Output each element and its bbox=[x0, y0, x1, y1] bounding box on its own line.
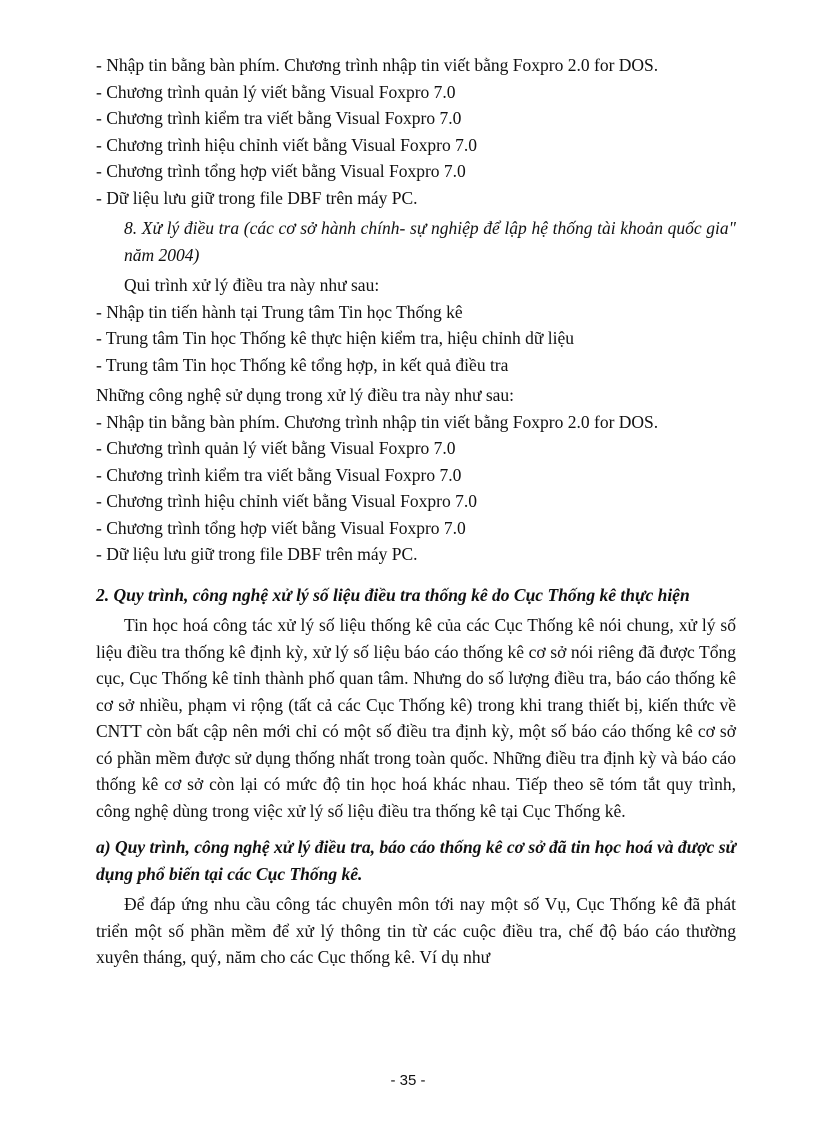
list-item: - Nhập tin bằng bàn phím. Chương trình nhập tin viết bằng Foxpro 2.0 for DOS. bbox=[96, 411, 659, 432]
list-item: - Dữ liệu lưu giữ trong file DBF trên máy PC. bbox=[96, 544, 418, 564]
section-2-heading: 2. Quy trình, công nghệ xử lý số liệu điều tra thống kê do Cục Thống kê thực hiện bbox=[96, 584, 690, 605]
item-8-heading: 8. Xử lý điều tra (các cơ sở hành chính- sự nghiệp để lập hệ thống tài khoản quốc gia" năm 2004) bbox=[124, 218, 736, 265]
list-item: - Chương trình tổng hợp viết bằng Visual Foxpro 7.0 bbox=[96, 161, 466, 181]
list-item: - Dữ liệu lưu giữ trong file DBF trên máy PC. bbox=[96, 187, 418, 208]
list-item: - Nhập tin bằng bàn phím. Chương trình nhập tin viết bằng Foxpro 2.0 for DOS. bbox=[96, 55, 659, 75]
list-item: - Nhập tin tiến hành tại Trung tâm Tin học Thống kê bbox=[96, 301, 463, 322]
list-item: - Chương trình hiệu chỉnh viết bằng Visual Foxpro 7.0 bbox=[96, 134, 477, 155]
list-item: - Chương trình kiểm tra viết bằng Visual Foxpro 7.0 bbox=[96, 464, 462, 485]
section-2-paragraph: Tin học hoá công tác xử lý số liệu thống kê của các Cục Thống kê nói chung, xử lý số liệu điều tra thống kê định kỳ, xử lý số liệu báo cáo thống kê cơ sở nói riêng đã được Tổng cục, Cục Thống kê tỉnh thành phố quan tâm. Nhưng do số lượng điều tra, báo cáo thống kê cơ sở nhiều, phạm vi rộng (tất cả các Cục Thống kê) trong khi trang thiết bị, kiến thức về CNTT còn bất cập nên mới chỉ có một số điều tra định kỳ, một số báo cáo thống kê cơ sở có phần mềm được sử dụng thống nhất trong toàn quốc. Những điều tra định kỳ và báo cáo thống kê cơ sở còn lại có mức độ tin học hoá khác nhau. Tiếp theo sẽ tóm tắt quy trình, công nghệ dùng trong việc xử lý số liệu điều tra thống kê tại Cục Thống kê. bbox=[96, 615, 736, 821]
list-item: - Chương trình quản lý viết bằng Visual Foxpro 7.0 bbox=[96, 81, 456, 102]
list-item: - Chương trình quản lý viết bằng Visual Foxpro 7.0 bbox=[96, 438, 456, 458]
list-item: - Chương trình kiểm tra viết bằng Visual Foxpro 7.0 bbox=[96, 108, 462, 128]
list-item: - Trung tâm Tin học Thống kê tổng hợp, in kết quả điều tra bbox=[96, 354, 509, 375]
list-item: - Chương trình tổng hợp viết bằng Visual Foxpro 7.0 bbox=[96, 517, 466, 538]
section-a-paragraph: Để đáp ứng nhu cầu công tác chuyên môn tới nay một số Vụ, Cục Thống kê đã phát triển một số phần mềm để xử lý thông tin từ các cuộc điều tra, chế độ báo cáo thường xuyên tháng, quý, năm cho các Cục thống kê. Ví dụ như bbox=[96, 894, 736, 967]
page-number: - 35 - bbox=[390, 1072, 426, 1089]
process-intro: Qui trình xử lý điều tra này như sau: bbox=[124, 275, 380, 295]
section-a-heading: a) Quy trình, công nghệ xử lý điều tra, báo cáo thống kê cơ sở đã tin học hoá và được sử dụng phổ biến tại các Cục Thống kê. bbox=[96, 837, 736, 884]
document-page bbox=[96, 52, 736, 971]
list-item: - Chương trình hiệu chỉnh viết bằng Visual Foxpro 7.0 bbox=[96, 491, 477, 511]
list-item: - Trung tâm Tin học Thống kê thực hiện kiểm tra, hiệu chỉnh dữ liệu bbox=[96, 328, 574, 348]
technology-intro: Những công nghệ sử dụng trong xử lý điều tra này như sau: bbox=[96, 385, 515, 405]
